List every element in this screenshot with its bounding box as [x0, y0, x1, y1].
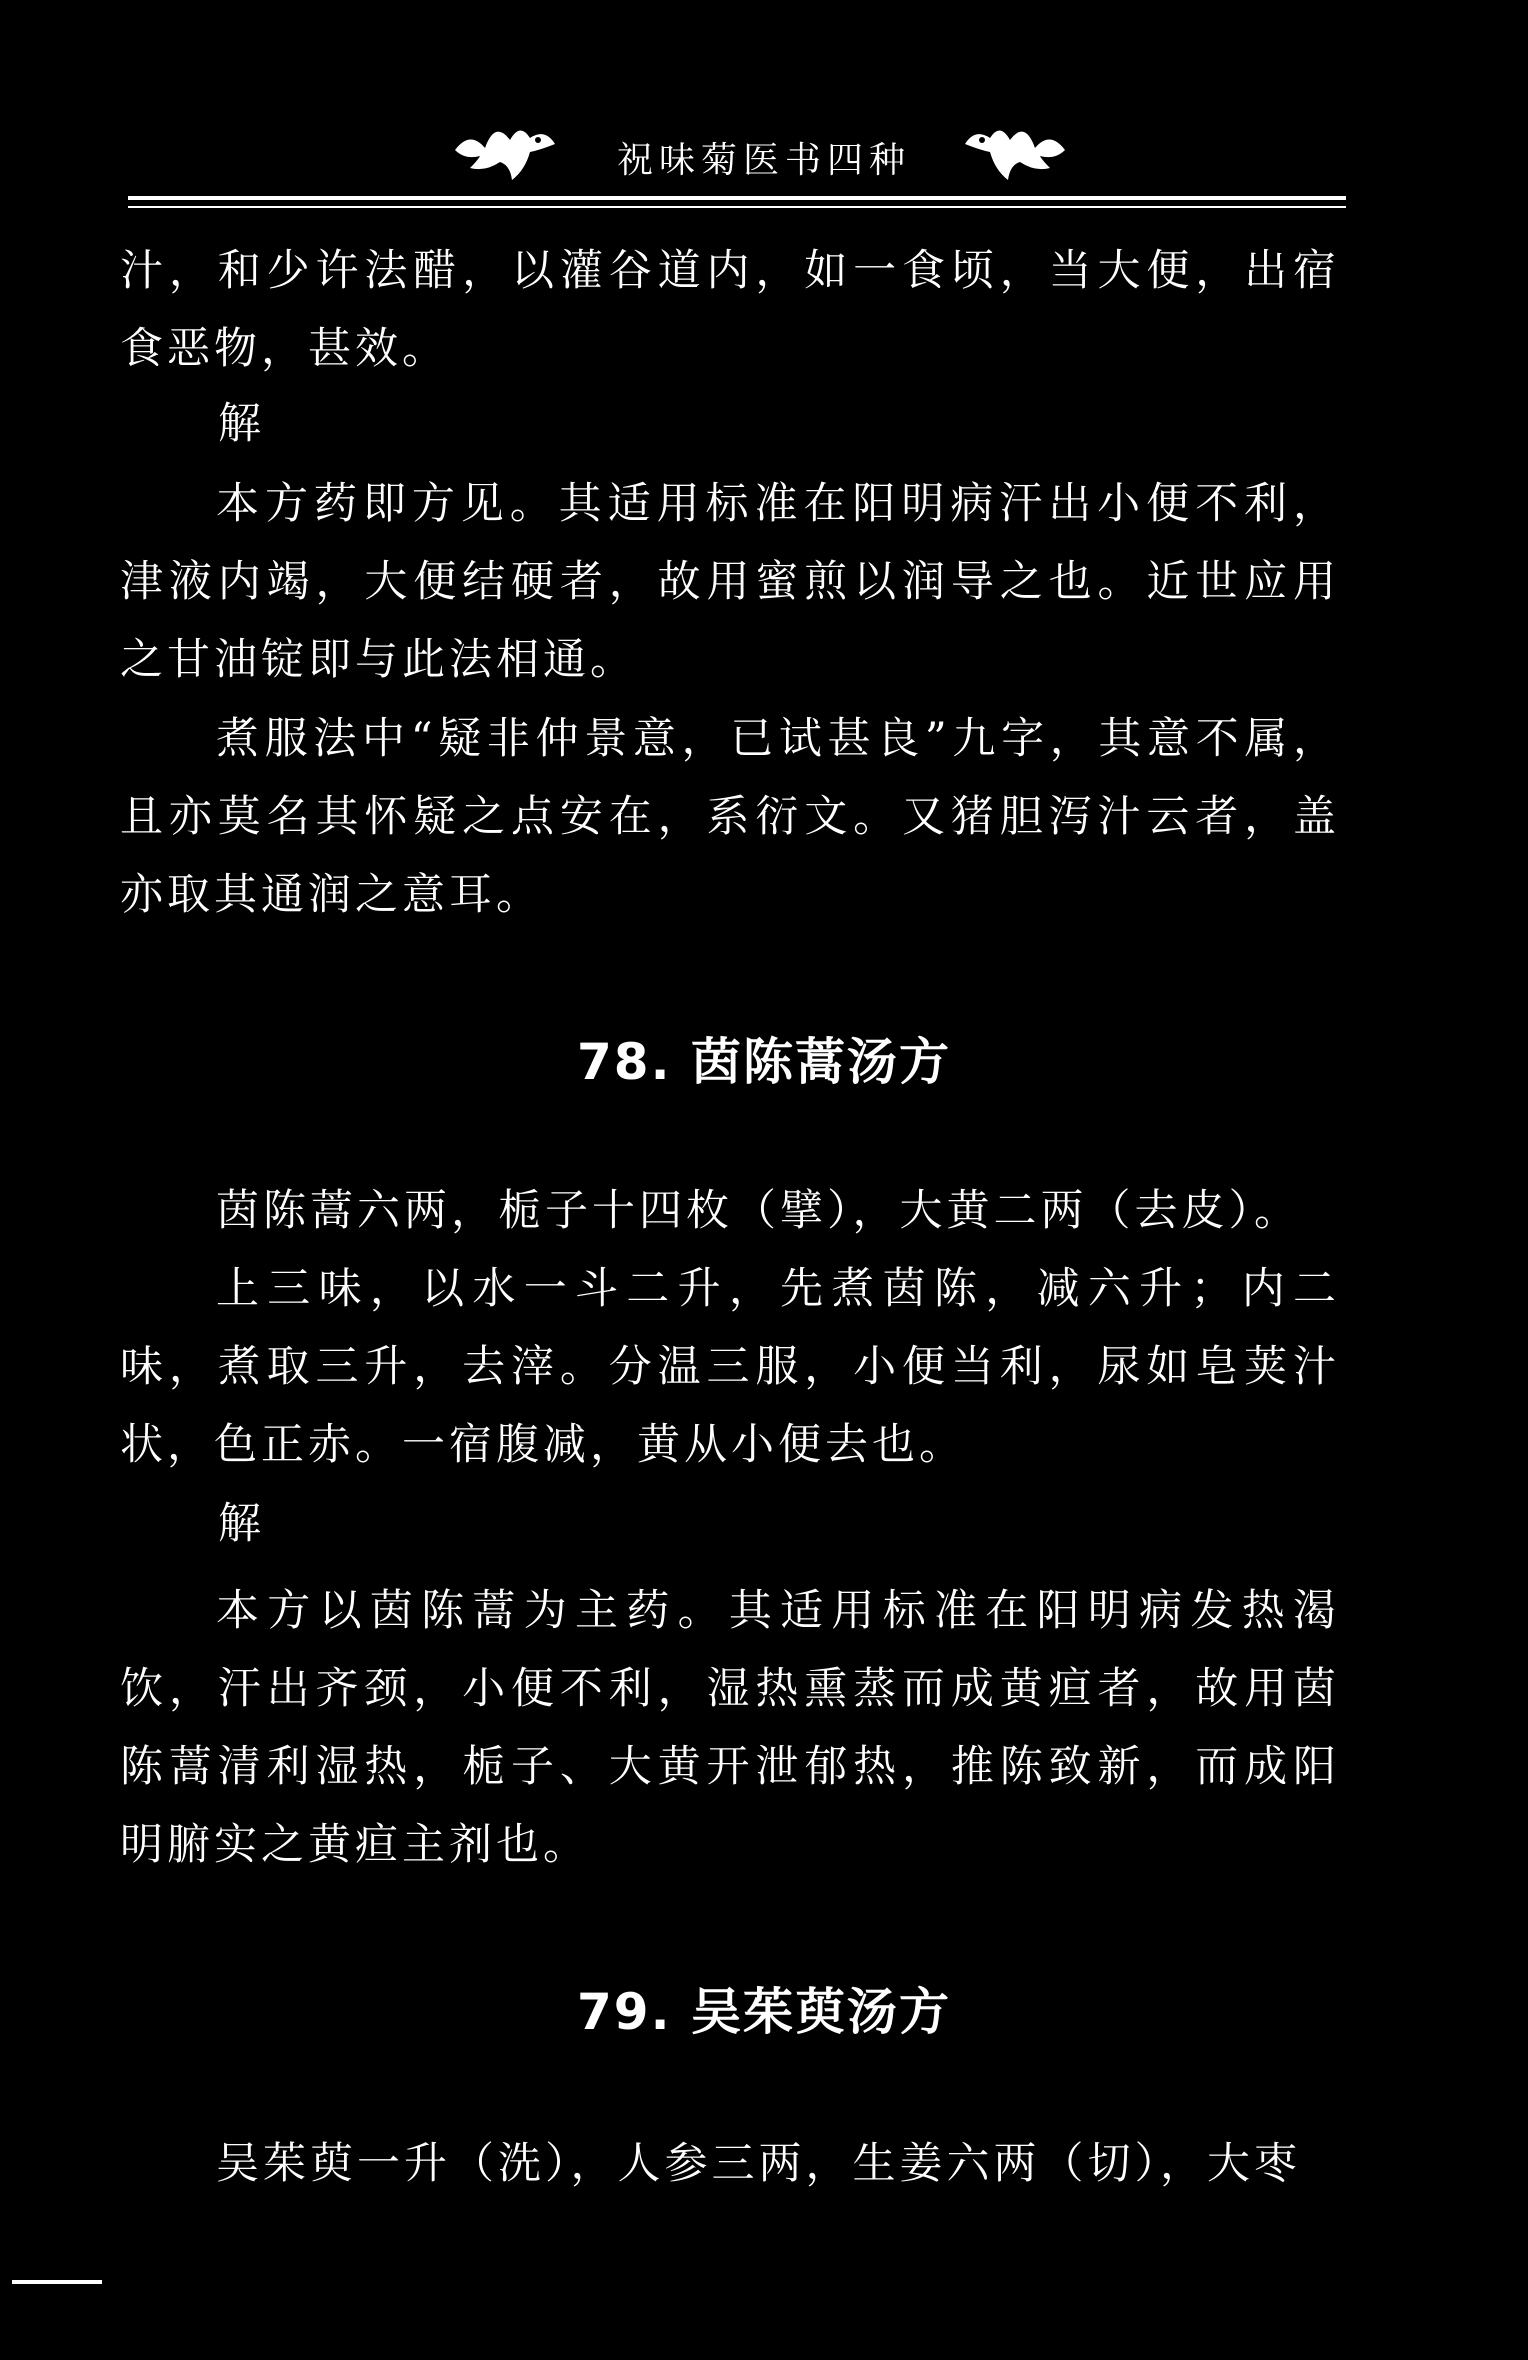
section-title: 78. 茵陈蒿汤方	[577, 1033, 951, 1091]
footer-mark	[12, 2280, 102, 2284]
section-title: 79. 吴茱萸汤方	[577, 1983, 951, 2041]
method-paragraph: 上三味，以水一斗二升，先煮茵陈，减六升；内二味，煮取三升，去滓。分温三服，小便当利，尿如皂荚汁状，色正赤。一宿腹减，黄从小便去也。	[120, 1264, 1340, 1470]
jie-label: 解	[218, 1499, 261, 1549]
header-rule-thin	[128, 206, 1346, 208]
header-title: 祝味菊医书四种	[616, 140, 911, 181]
continued-paragraph: 汁，和少许法醋，以灌谷道内，如一食顷，当大便，出宿食恶物，甚效。	[120, 246, 1340, 374]
explanation-paragraph: 本方药即方见。其适用标准在阳明病汗出小便不利，津液内竭，大便结硬者，故用蜜煎以润导之也。近世应用之甘油锭即与此法相通。	[120, 479, 1340, 685]
ingredients-paragraph: 茵陈蒿六两，栀子十四枚（擘），大黄二两（去皮）。	[216, 1186, 1301, 1236]
running-header	[0, 100, 1528, 200]
explanation-paragraph: 本方以茵陈蒿为主药。其适用标准在阳明病发热渴饮，汗出齐颈，小便不利，湿热熏蒸而成黄疸者，故用茵陈蒿清利湿热，栀子、大黄开泄郁热，推陈致新，而成阳明腑实之黄疸主剂也。	[120, 1586, 1340, 1870]
explanation-paragraph: 煮服法中“疑非仲景意，已试甚良”九字，其意不属，且亦莫名其怀疑之点安在，系衍文。又猪胆泻汁云者，盖亦取其通润之意耳。	[120, 714, 1340, 920]
header-rule-thick	[128, 196, 1346, 200]
ingredients-paragraph: 吴茱萸一升（洗），人参三两，生姜六两（切），大枣	[216, 2139, 1301, 2189]
phoenix-ornament-right-icon	[960, 110, 1070, 190]
jie-label: 解	[218, 399, 261, 449]
